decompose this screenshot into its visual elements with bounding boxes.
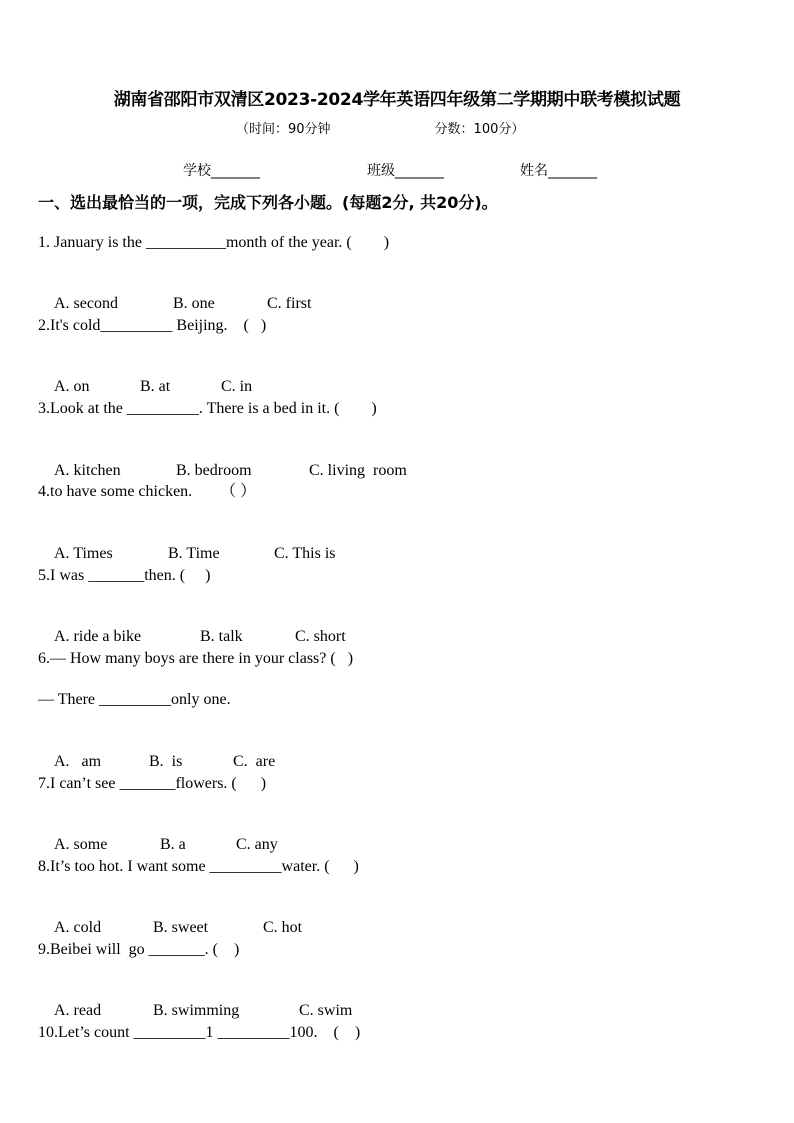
question-5: 5.I was _______then. ( ) (38, 567, 211, 584)
name-field: 姓名_______ (520, 163, 597, 179)
option-b: B. one (173, 295, 215, 312)
option-c: C. first (267, 295, 312, 312)
option-a: A. on (54, 378, 90, 395)
option-a: A. ride a bike (54, 628, 142, 645)
option-b: B. sweet (153, 919, 209, 936)
option-c: C. living room (309, 462, 407, 479)
option-c: C. are (233, 753, 276, 770)
question-8: 8.It’s too hot. I want some _________water. ( ) (38, 858, 359, 875)
option-c: C. hot (263, 919, 303, 936)
question-6-answer-line: — There _________only one. (38, 691, 231, 708)
exam-subtitle (236, 118, 524, 137)
option-a: A. am (54, 753, 102, 770)
question-10: 10.Let’s count _________1 _________100. ( ) (38, 1024, 361, 1041)
option-a: A. kitchen (54, 462, 121, 479)
class-field: 班级_______ (367, 163, 444, 179)
question-9: 9.Beibei will go _______. ( ) (38, 941, 240, 958)
option-b: B. Time (168, 545, 220, 562)
option-a: A. some (54, 836, 108, 853)
option-b: B. a (160, 836, 186, 853)
exam-title: 湖南省邵阳市双清区2023-2024学年英语四年级第二学期期中联考模拟试题 (113, 90, 681, 110)
option-c: C. any (236, 836, 278, 853)
option-a: A. Times (54, 545, 113, 562)
option-b: B. is (149, 753, 183, 770)
school-field: 学校_______ (183, 163, 260, 179)
question-1: 1. January is the __________month of the year. ( ) (38, 234, 390, 251)
question-4: 4.to have some chicken. （ ） (38, 483, 257, 500)
option-c: C. swim (299, 1002, 353, 1019)
question-3: 3.Look at the _________. There is a bed in it. ( ) (38, 400, 377, 417)
exam-score: 分数：100分） (434, 122, 525, 137)
section-heading: 一、选出最恰当的一项，完成下列各小题。(每题2分, 共20分)。 (38, 193, 498, 212)
option-c: C. short (295, 628, 346, 645)
option-c: C. This is (274, 545, 336, 562)
question-2: 2.It's cold_________ Beijing. ( ) (38, 317, 267, 334)
option-b: B. at (140, 378, 171, 395)
option-c: C. in (221, 378, 253, 395)
exam-time: （时间：90分钟 (236, 122, 331, 137)
question-7: 7.I can’t see _______flowers. ( ) (38, 775, 267, 792)
option-b: B. swimming (153, 1002, 240, 1019)
question-6: 6.— How many boys are there in your class? ( ) (38, 650, 354, 667)
option-b: B. talk (200, 628, 243, 645)
option-a: A. cold (54, 919, 102, 936)
option-a: A. read (54, 1002, 102, 1019)
option-a: A. second (54, 295, 118, 312)
option-b: B. bedroom (176, 462, 252, 479)
